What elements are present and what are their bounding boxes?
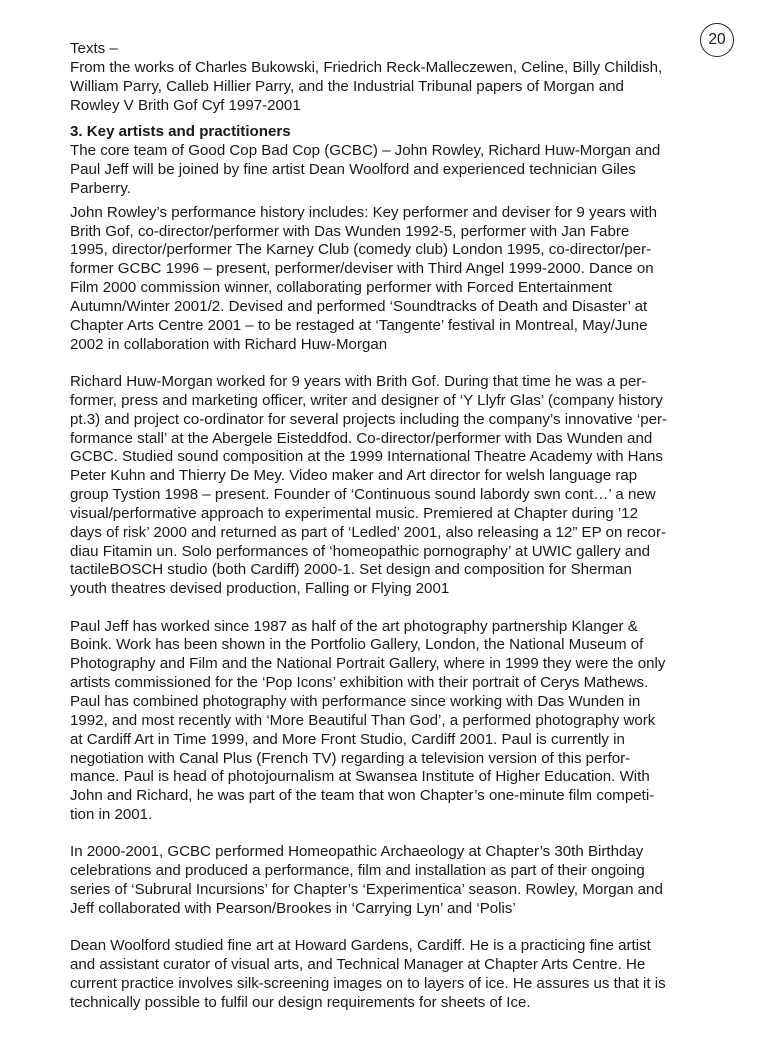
text-line: former GCBC 1996 – present, performer/deviser with Third Angel 1999-2000. Dance on xyxy=(70,260,654,278)
text-line: visual/performative approach to experimental music. Premiered at Chapter during ’12 xyxy=(70,504,638,522)
text-line: pt.3) and project co-ordinator for several projects including the company’s innovative ‘per- xyxy=(70,410,668,428)
text-line: celebrations and produced a performance, film and installation as part of their ongoing xyxy=(70,862,645,880)
text-line: Rowley V Brith Gof Cyf 1997-2001 xyxy=(70,96,301,114)
text-line: Paul Jeff will be joined by fine artist Dean Woolford and experienced technician Giles xyxy=(70,161,636,179)
text-line: Chapter Arts Centre 2001 – to be restaged at ‘Tangente’ festival in Montreal, May/June xyxy=(70,316,648,334)
text-line: current practice involves silk-screening images on to layers of ice. He assures us that it is xyxy=(70,974,666,992)
key-artists-section xyxy=(70,123,702,198)
text-line: group Tystion 1998 – present. Founder of ‘Continuous sound labordy swn cont…’ a new xyxy=(70,486,656,504)
text-line: diau Fitamin un. Solo performances of ‘homeopathic pornography’ at UWIC gallery and xyxy=(70,542,651,560)
text-line: William Parry, Calleb Hillier Parry, and the Industrial Tribunal papers of Morgan and xyxy=(70,77,624,95)
text-line: 2002 in collaboration with Richard Huw-Morgan xyxy=(70,335,388,353)
page-number: 20 xyxy=(700,23,734,57)
text-line: days of risk’ 2000 and returned as part of ‘Ledled’ 2001, also releasing a 12” EP on recor- xyxy=(70,523,667,541)
text-line: formance stall’ at the Abergele Eisteddfod. Co-director/performer with Das Wunden and xyxy=(70,429,653,447)
text-line: artists commissioned for the ‘Pop Icons’ exhibition with their portrait of Cerys Mathews. xyxy=(70,674,649,692)
text-line: Paul has combined photography with performance since working with Das Wunden in xyxy=(70,693,641,710)
text-line: Photography and Film and the National Portrait Gallery, where in 1999 they were the only xyxy=(70,655,666,673)
text-line: series of ‘Subrural Incursions’ for Chapter’s ‘Experimentica’ season. Rowley, Morgan and xyxy=(70,881,663,899)
paragraph-richard-huw-morgan xyxy=(70,373,702,599)
text-line: Richard Huw-Morgan worked for 9 years with Brith Gof. During that time he was a per- xyxy=(70,373,647,390)
text-line: Boink. Work has been shown in the Portfolio Gallery, London, the National Museum of xyxy=(70,636,644,654)
text-line: 1992, and most recently with ‘More Beautiful Than God’, a performed photography work xyxy=(70,711,656,729)
text-line: negotiation with Canal Plus (French TV) regarding a television version of this perfor- xyxy=(70,749,631,767)
text-line: From the works of Charles Bukowski, Friedrich Reck-Malleczewen, Celine, Billy Childish, xyxy=(70,58,663,76)
text-line: Texts – xyxy=(70,40,118,57)
text-line: youth theatres devised production, Falling or Flying 2001 xyxy=(70,580,450,598)
text-line: 1995, director/performer The Karney Club (comedy club) London 1995, co-director/per- xyxy=(70,241,652,259)
text-line: mance. Paul is head of photojournalism at Swansea Institute of Higher Education. With xyxy=(70,768,650,786)
text-line: tion in 2001. xyxy=(70,806,153,824)
text-line: Peter Kuhn and Thierry De Mey. Video maker and Art director for welsh language rap xyxy=(70,467,638,485)
paragraph-gcbc-2000-2001 xyxy=(70,843,702,918)
text-line: Brith Gof, co-director/performer with Das Wunden 1992-5, performer with Jan Fabre xyxy=(70,222,630,240)
document-body xyxy=(70,40,702,1013)
text-line: John Rowley’s performance history includes: Key performer and deviser for 9 years with xyxy=(70,203,657,221)
text-line: technically possible to fulfil our design requirements for sheets of Ice. xyxy=(70,993,531,1011)
text-line: The core team of Good Cop Bad Cop (GCBC) – John Rowley, Richard Huw-Morgan and xyxy=(70,142,661,160)
paragraph-john-rowley xyxy=(70,204,702,355)
text-line: tactileBOSCH studio (both Cardiff) 2000-1. Set design and composition for Sherman xyxy=(70,561,632,579)
text-line: at Cardiff Art in Time 1999, and More Front Studio, Cardiff 2001. Paul is currently in xyxy=(70,730,625,748)
text-line: GCBC. Studied sound composition at the 1999 International Theatre Academy with Hans xyxy=(70,448,663,466)
text-line: Autumn/Winter 2001/2. Devised and performed ‘Soundtracks of Death and Disaster’ at xyxy=(70,297,648,315)
text-line: In 2000-2001, GCBC performed Homeopathic Archaeology at Chapter’s 30th Birthday xyxy=(70,843,644,861)
text-line: Film 2000 commission winner, collaborating performer with Forced Entertainment xyxy=(70,279,612,297)
text-line: Jeff collaborated with Pearson/Brookes in ‘Carrying Lyn’ and ‘Polis’ xyxy=(70,899,516,917)
texts-section xyxy=(70,40,702,115)
paragraph-dean-woolford xyxy=(70,937,702,1012)
text-line: Dean Woolford studied fine art at Howard Gardens, Cardiff. He is a practicing fine artist xyxy=(70,937,651,955)
text-line: Paul Jeff has worked since 1987 as half of the art photography partnership Klanger & xyxy=(70,617,638,635)
text-line: John and Richard, he was part of the team that won Chapter’s one-minute film competi- xyxy=(70,787,655,805)
section-heading: 3. Key artists and practitioners xyxy=(70,123,291,141)
paragraph-paul-jeff xyxy=(70,618,702,825)
text-line: former, press and marketing officer, writer and designer of ‘Y Llyfr Glas’ (company history xyxy=(70,391,663,409)
text-line: Parberry. xyxy=(70,179,131,197)
text-line: and assistant curator of visual arts, and Technical Manager at Chapter Arts Centre. He xyxy=(70,956,646,974)
